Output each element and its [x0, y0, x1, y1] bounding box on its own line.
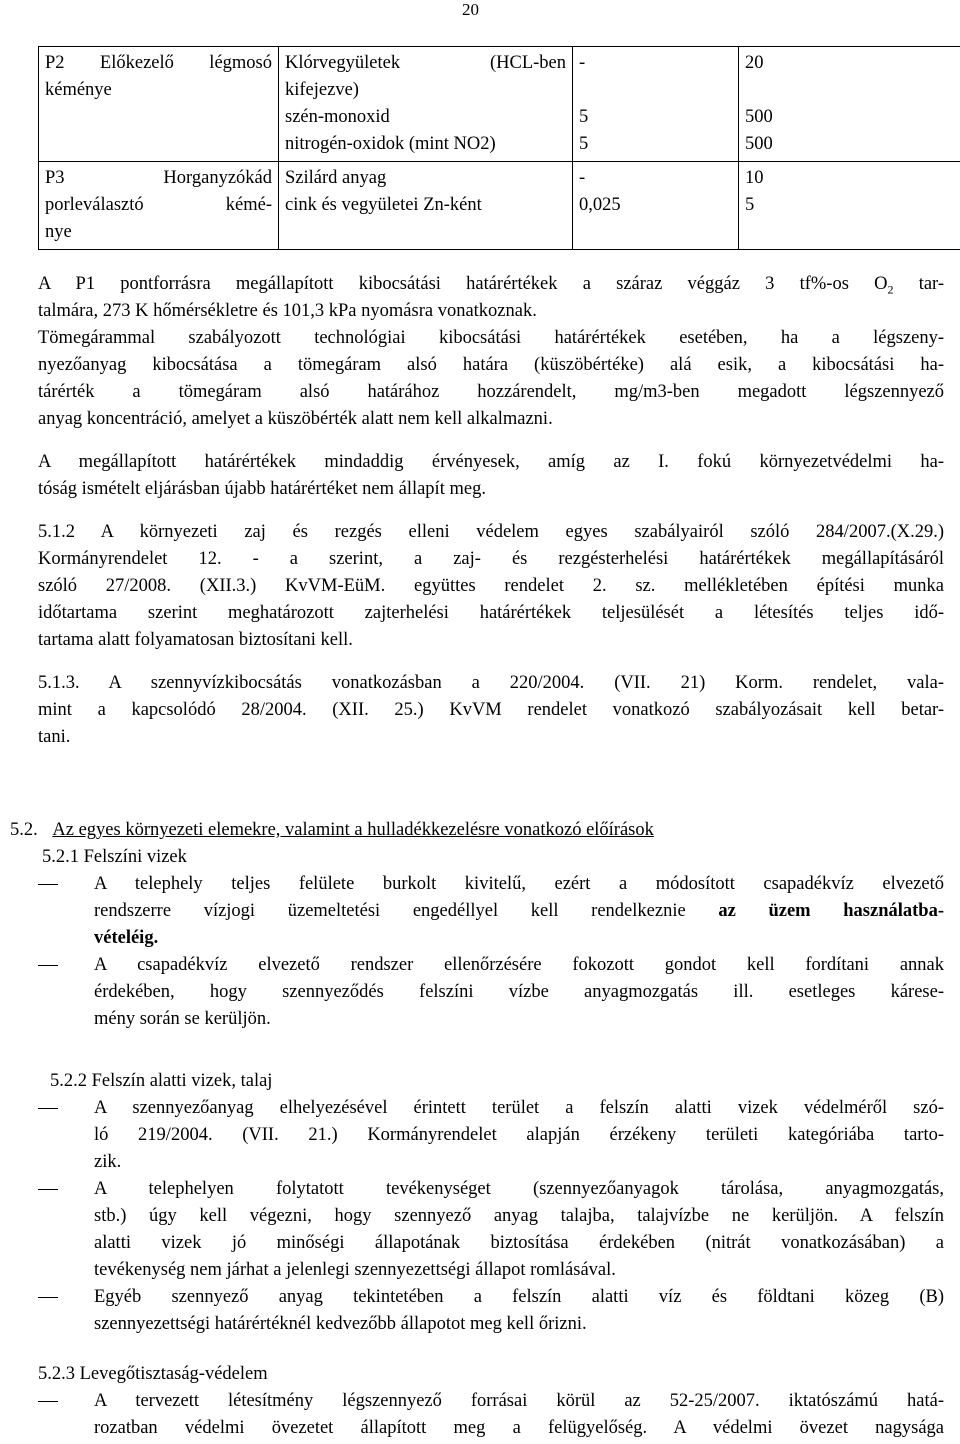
threshold-cell: [573, 162, 739, 250]
table-cell-line: kifejezve): [285, 80, 359, 100]
list-item: A telephelyen folytatott tevékenységet (szennyezőanyagok tárolása, anyagmozgatás, stb.) úgy kell végezni, hogy szennyező anyag talajba, talajvízbe ne kerüljön. A felszín alatti vizek jó minőségi állapotának biztosítása érdekében (nitrát vonatkozásában) a tevékenység nem járhat a jelenlegi szennyezettségi állapot romlásával.: [38, 1176, 944, 1284]
table-cell-line: nye: [45, 222, 72, 242]
paragraph-p1-line: talmára, 273 K hőmérsékletre és 101,3 kPa nyomásra vonatkoznak.: [38, 301, 537, 321]
dash-bullet-icon: [38, 1284, 58, 1311]
table-row: [39, 47, 960, 162]
paragraph-line: Kormányrendelet 12. - a szerint, a zaj- és rezgésterhelési határértékek megállapításáról: [38, 549, 944, 569]
table-cell-line: szén-monoxid: [285, 107, 390, 127]
threshold-cell: [573, 47, 739, 162]
table-cell-line: porleválasztó kémé-: [45, 195, 272, 215]
table-cell-line: Szilárd anyag: [285, 168, 387, 188]
table-cell-line: P2 Előkezelő légmosó: [45, 53, 272, 73]
table-cell-line: 5: [579, 134, 589, 154]
paragraph-line: 5.1.3. A szennyvízkibocsátás vonatkozásban a 220/2004. (VII. 21) Korm. rendelet, vala-: [38, 673, 944, 693]
subsection-5-2-2: [38, 1068, 944, 1338]
paragraph-line: Tömegárammal szabályozott technológiai kibocsátási határértékek esetében, ha a légszeny-: [38, 328, 944, 348]
section-title: Az egyes környezeti elemekre, valamint a hulladékkezelésre vonatkozó előírások: [52, 820, 654, 840]
limit-cell: [739, 162, 960, 250]
paragraph-line: A megállapított határértékek mindaddig érvényesek, amíg az I. fokú környezetvédelmi ha-: [38, 452, 944, 472]
paragraph-line: 5.1.2 A környezeti zaj és rezgés elleni védelem egyes szabályairól szóló 284/2007.(X.29.): [38, 522, 944, 542]
list-item: Egyéb szennyező anyag tekintetében a felszín alatti víz és földtani közeg (B) szennyezettségi határértéknél kedvezőbb állapotot meg kell őrizni.: [38, 1284, 944, 1338]
list-item: A tervezett létesítmény légszennyező forrásai körül az 52-25/2007. iktatószámú hatá- rozatban védelmi övezetet állapított meg a felügyelőség. A védelmi övezet nagysága: [38, 1388, 944, 1442]
table-cell-line: 20: [745, 53, 764, 73]
paragraph-line: tani.: [38, 727, 71, 747]
pollutant-cell: [279, 47, 573, 162]
table-cell-line: -: [579, 53, 586, 73]
dash-bullet-icon: [38, 1095, 58, 1122]
table-cell-line: 500: [745, 134, 773, 154]
table-cell-line: cink és vegyületei Zn-ként: [285, 195, 482, 215]
table-cell-line: 5: [745, 195, 755, 215]
paragraph-p1-line: A P1 pontforrásra megállapított kibocsátási határértékek a száraz véggáz 3 tf%-os $O_2$ tar-: [38, 274, 944, 297]
source-cell: [39, 162, 279, 250]
source-cell: [39, 47, 279, 162]
dash-bullet-icon: [38, 1176, 58, 1203]
list-item: A szennyezőanyag elhelyezésével érintett terület a felszín alatti vizek védelméről szó- ló 219/2004. (VII. 21.) Kormányrendelet alapján érzékeny területi kategóriába tarto- zik.: [38, 1095, 944, 1176]
subsection-heading: 5.2.1 Felszíni vizek: [42, 847, 187, 867]
paragraph-line: anyag koncentráció, amelyet a küszöbérték alatt nem kell alkalmazni.: [38, 409, 553, 429]
table-cell-line: kéménye: [45, 80, 112, 100]
body-text-upper: [38, 271, 944, 751]
paragraph-line: szóló 27/2008. (XII.3.) KvVM-EüM. együttes rendelet 2. sz. mellékletében építési munka: [38, 576, 944, 596]
page-number: 20: [462, 0, 479, 19]
list-item: A csapadékvíz elvezető rendszer ellenőrzésére fokozott gondot kell fordítani annak érdekében, hogy szennyeződés felszíni vízbe anyagmozgatás ill. esetleges kárese- mény során se kerüljön.: [38, 952, 944, 1033]
table-cell-line: -: [579, 168, 586, 188]
subsection-5-2-3: [38, 1361, 944, 1442]
paragraph-line: tárérték a tömegáram alsó határához hozzárendelt, mg/m3-ben megadott légszennyező: [38, 382, 944, 402]
table-cell-line: 10: [745, 168, 764, 188]
section-heading-5-2: [10, 817, 654, 844]
paragraph-line: időtartama szerint meghatározott zajterhelési határértékek teljesülését a létesítés teljes idő-: [38, 603, 944, 623]
section-number: 5.2.: [10, 820, 38, 840]
subsection-5-2-1: [38, 844, 944, 1033]
limit-cell: [739, 47, 960, 162]
subsection-heading: 5.2.3 Levegőtisztaság-védelem: [38, 1364, 268, 1384]
table-cell-line: 5: [579, 107, 589, 127]
table-cell-line: nitrogén-oxidok (mint NO2): [285, 134, 496, 154]
table-cell-line: Klórvegyületek (HCL-ben: [285, 53, 566, 73]
emission-limits-table: [38, 46, 960, 250]
paragraph-line: nyezőanyag kibocsátása a tömegáram alsó határa (küszöbértéke) alá esik, a kibocsátási ha-: [38, 355, 944, 375]
list-item: A telephely teljes felülete burkolt kivitelű, ezért a módosított csapadékvíz elvezető rendszerre vízjogi üzemeltetési engedéllyel kell rendelkeznie az üzem használatba- vételéig.: [38, 871, 944, 952]
table-cell-line: 500: [745, 107, 773, 127]
paragraph-line: tartama alatt folyamatosan biztosítani kell.: [38, 630, 353, 650]
table-row: [39, 162, 960, 250]
dash-bullet-icon: [38, 952, 58, 979]
pollutant-cell: [279, 162, 573, 250]
dash-bullet-icon: [38, 871, 58, 898]
paragraph-line: mint a kapcsolódó 28/2004. (XII. 25.) KvVM rendelet vonatkozó szabályozásait kell betar-: [38, 700, 944, 720]
paragraph-line: tóság ismételt eljárásban újabb határértéket nem állapít meg.: [38, 479, 486, 499]
dash-bullet-icon: [38, 1388, 58, 1415]
table-cell-line: 0,025: [579, 195, 621, 215]
subsection-heading: 5.2.2 Felszín alatti vizek, talaj: [50, 1071, 273, 1091]
table-cell-line: P3 Horganyzókád: [45, 168, 272, 188]
